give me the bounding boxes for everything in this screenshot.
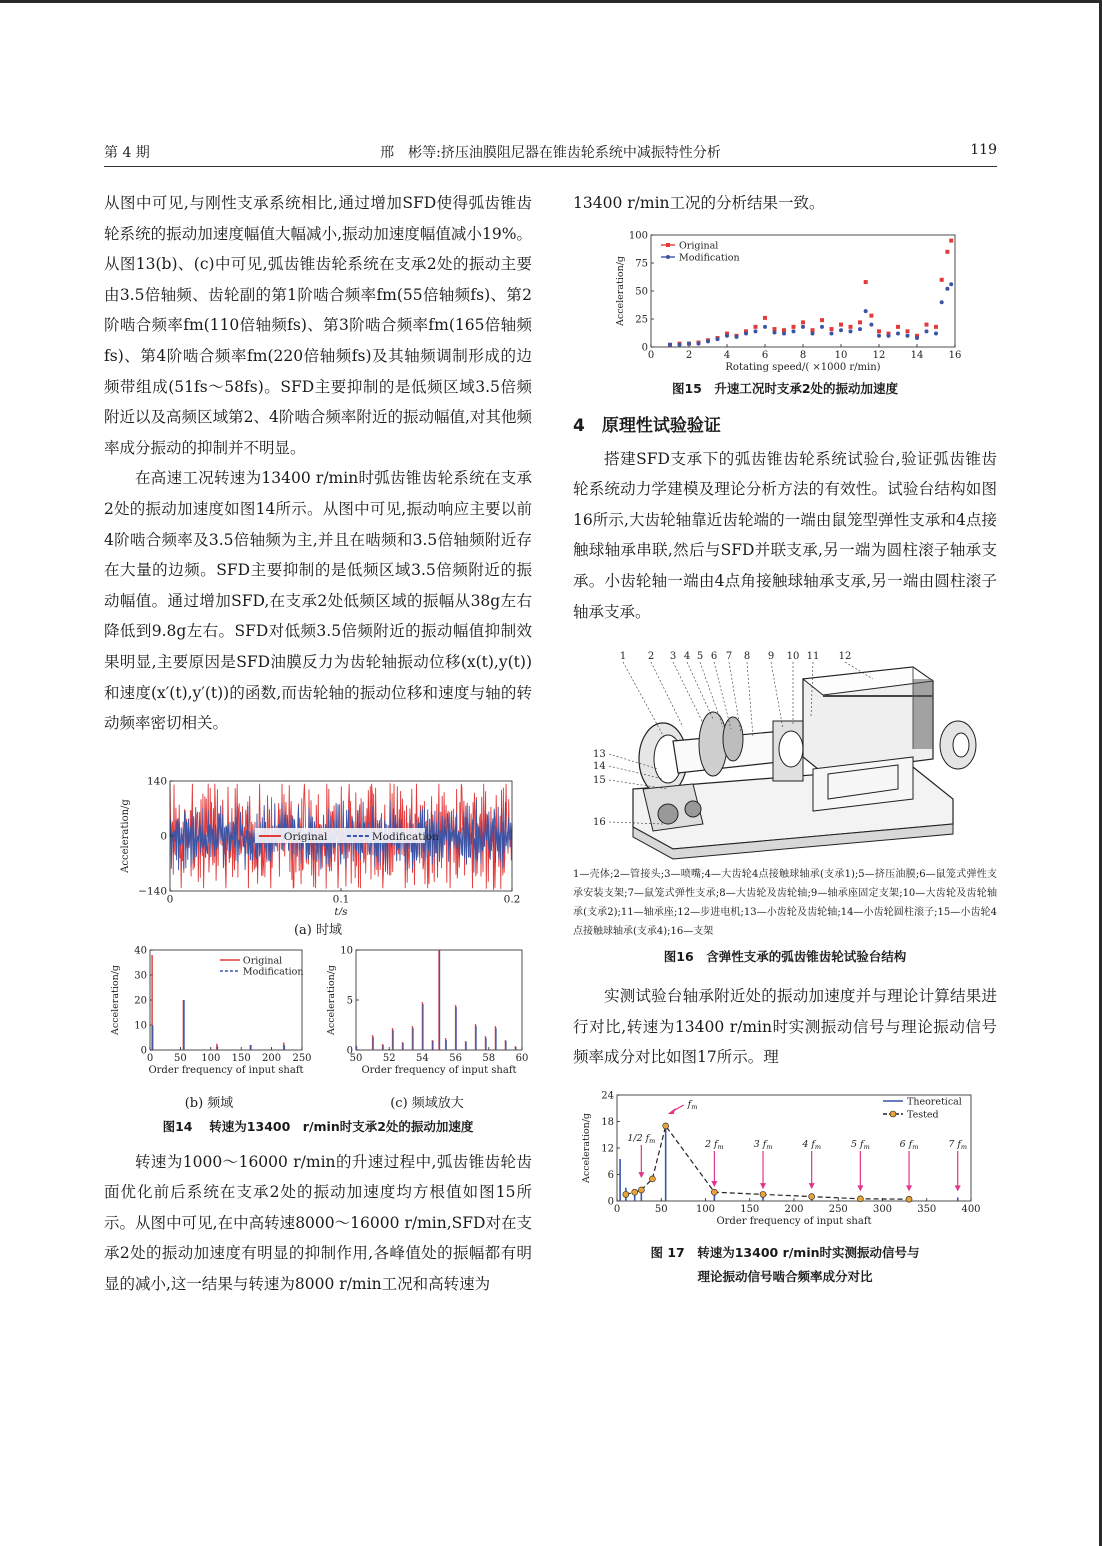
point-modification [754, 329, 758, 333]
x-tick-label: 50 [654, 1203, 668, 1215]
x-tick-label: 14 [910, 349, 924, 361]
callout-label: 3 [669, 651, 677, 663]
x-tick-label: 58 [482, 1052, 496, 1064]
annotation-arrowhead [906, 1185, 912, 1191]
callout-label: 1 [619, 651, 627, 663]
point-modification [697, 341, 701, 345]
fig14b-subcaption: (b) 频域 [184, 1095, 234, 1111]
paragraph: 搭建SFD支承下的弧齿锥齿轮系统试验台,验证弧齿锥齿轮系统动力学建模及理论分析方法的有效性。试验台结构如图16所示,大齿轮轴靠近齿轮端的一端由鼠笼型弹性支承和4点接触球轴承串联,然后与SFD并联支承,另一端为圆柱滚子轴承支承。小齿轮轴一端由4点角接触球轴承支承,另一端由圆柱滚子轴承支承。 [573, 449, 997, 621]
point-original [925, 322, 929, 326]
point-modification [820, 324, 824, 328]
annotation-arrowhead [711, 1181, 717, 1187]
x-tick-label: 250 [292, 1052, 312, 1064]
annotation-label: 6 $f_m$ [899, 1138, 919, 1151]
paragraph: 在高速工况转速为13400 r/min时弧齿锥齿轮系统在支承2处的振动加速度如图14所示。从图中可见,振动响应主要以前4阶啮合频率及3.5倍轴频为主,并且在啮频和3.5倍轴频附近存在大量的边频。SFD主要抑制的是低频区域3.5倍频附近的振动幅值。通过增加SFD,在支承2处低频区域的振幅从38g左右降低到9.8g左右。SFD对低频3.5倍频附近的振动幅值抑制效果明显,主要原因是SFD油膜反力为齿轮轴振动位移(x(t),y(t))和速度(x′(t),y′(t))的函数,而齿轮轴的振动位移和速度与轴的转动频率密切相关。 [104, 469, 532, 733]
annotation-arrowhead [809, 1183, 815, 1189]
x-tick-label: 2 [685, 349, 693, 361]
annotation-label: 2 $f_m$ [704, 1138, 724, 1151]
issue-number: 第 4 期 [104, 145, 150, 161]
y-tick-label: 30 [134, 970, 147, 982]
figure-14b-frequency [104, 946, 314, 1088]
callout-leader [687, 662, 713, 719]
point-modification [725, 333, 729, 337]
point-tested [857, 1196, 863, 1202]
figure-16-legend: 1—壳体;2—管接头;3—喷嘴;4—大齿轮4点接触球轴承(支承1);5—挤压油膜;6—鼠笼式弹性支承安装支架;7—鼠笼式弹性支承;8—大齿轮及齿轮轴;9—轴承座固定支架;10—大齿轮及齿轮轴承(支承2);11—轴承座;12—步进电机;13—小齿轮及齿轮轴;14—小齿轮圆柱滚子;15—小齿轮4点接触球轴承(支承4);16—支架 [573, 869, 997, 938]
x-tick-label: 0.2 [503, 893, 521, 906]
annotation-label: 1/2 $f_m$ [627, 1132, 656, 1145]
page-number: 119 [970, 142, 997, 158]
left-column [104, 188, 532, 1300]
point-modification [945, 286, 949, 290]
point-modification [887, 333, 891, 337]
callout-label: 5 [696, 651, 704, 663]
point-modification [934, 331, 938, 335]
y-tick-label: 100 [628, 230, 648, 242]
header-rule [104, 166, 997, 167]
annotation-subscript: m [814, 1142, 822, 1151]
x-tick-label: 4 [723, 349, 731, 361]
point-modification [915, 336, 919, 340]
y-tick-label: 10 [134, 1020, 147, 1032]
point-tested [760, 1191, 766, 1197]
annotation-arrowhead [760, 1183, 766, 1189]
point-modification [949, 282, 953, 286]
y-tick-label: 12 [601, 1143, 614, 1155]
fig14a-subcaption: (a) 时域 [293, 922, 343, 938]
point-modification [906, 333, 910, 337]
point-modification [830, 331, 834, 335]
section-heading: 4 原理性试验验证 [573, 415, 721, 436]
x-axis-label: Order frequency of input shaft [148, 1064, 304, 1076]
point-modification [925, 329, 929, 333]
figure-17-test-vs-theory [573, 1087, 997, 1239]
y-tick-label: 140 [146, 775, 167, 788]
point-original [763, 315, 767, 319]
point-original [949, 238, 953, 242]
annotation-arrowhead [857, 1185, 863, 1191]
paragraph: 从图中可见,与刚性支承系统相比,通过增加SFD使得弧齿锥齿轮系统的振动加速度幅值大幅减小,振动加速度幅值减小19%。从图13(b)、(c)中可见,弧齿锥齿轮系统在支承2处的振动主要由3.5倍轴频、齿轮副的第1阶啮合频率fm(55倍轴频fs)、第2阶啮合频率fm(110倍轴频fs)、第3阶啮合频率fm(165倍轴频fs)、第4阶啮合频率fm(220倍轴频fs)及其轴频调制形成的边频带组成(51fs～58fs)。SFD主要抑制的是低频区域3.5倍频附近以及高频区域第2、4阶啮合频率附近的振动幅值,对其他频率成分振动的抑制并不明显。 [104, 194, 532, 457]
x-axis-label: t/s [334, 905, 348, 915]
x-tick-label: 250 [828, 1203, 848, 1215]
point-modification [864, 309, 868, 313]
point-original [906, 329, 910, 333]
x-tick-label: 12 [872, 349, 886, 361]
x-tick-label: 16 [948, 349, 962, 361]
x-tick-label: 56 [449, 1052, 462, 1064]
fig14c-subcaption: (c) 频域放大 [390, 1095, 464, 1111]
x-tick-label: 10 [834, 349, 848, 361]
y-tick-label: 20 [134, 995, 147, 1007]
figure-14a-time-domain [104, 769, 532, 915]
point-modification [792, 329, 796, 333]
y-axis-label: Acceleration/g [110, 964, 121, 1035]
figure-14c-frequency-zoom [322, 946, 532, 1088]
point-tested [809, 1194, 815, 1200]
annotation-arrowhead [668, 1108, 676, 1114]
x-axis-label: Order frequency of input shaft [361, 1064, 517, 1076]
paragraph: 实测试验台轴承附近处的振动加速度并与理论计算结果进行对比,转速为13400 r/min时实测振动信号与理论振动信号频率成分对比如图17所示。理 [573, 987, 997, 1067]
callout-label: 13 [593, 749, 606, 761]
point-tested [711, 1189, 717, 1195]
point-modification [940, 300, 944, 304]
legend-label: Modification [242, 966, 304, 978]
annotation-label: $f_m$ [687, 1098, 698, 1111]
point-modification [877, 333, 881, 337]
point-modification [678, 342, 682, 346]
annotation-subscript: m [960, 1142, 968, 1151]
x-tick-label: 300 [872, 1203, 893, 1215]
callout-label: 9 [767, 651, 775, 663]
x-tick-label: 52 [382, 1052, 396, 1064]
x-axis-label: Rotating speed/( ×1000 r/min) [725, 361, 881, 373]
y-tick-label: 0 [346, 1045, 353, 1057]
point-original [940, 277, 944, 281]
y-tick-label: 10 [340, 945, 353, 957]
point-modification [801, 324, 805, 328]
legend-marker [890, 1111, 896, 1117]
x-tick-label: 200 [784, 1203, 804, 1215]
annotation-label: 7 $f_m$ [948, 1138, 968, 1151]
point-original [792, 324, 796, 328]
y-tick-label: 5 [346, 995, 353, 1007]
y-tick-label: 50 [635, 286, 648, 298]
running-title: 邢 彬等:挤压油膜阻尼器在锥齿轮系统中减振特性分析 [380, 145, 721, 161]
point-original [858, 320, 862, 324]
point-modification [782, 331, 786, 335]
y-tick-label: 0 [607, 1196, 614, 1208]
annotation-arrowhead [638, 1172, 644, 1178]
callout-leader [747, 662, 753, 737]
callout-label: 10 [786, 651, 800, 663]
x-tick-label: 6 [761, 349, 769, 361]
point-modification [763, 324, 767, 328]
callout-leader [651, 662, 683, 727]
y-tick-label: 40 [134, 945, 147, 957]
page-top-border [0, 0, 1102, 3]
annotation-subscript: m [766, 1142, 773, 1151]
x-tick-label: 100 [695, 1203, 716, 1215]
x-tick-label: 350 [917, 1203, 937, 1215]
legend-label: Original [283, 830, 328, 843]
point-modification [869, 322, 873, 326]
callout-label: 7 [725, 651, 733, 663]
point-modification [687, 341, 691, 345]
callout-leader [673, 662, 703, 723]
x-tick-label: 54 [416, 1052, 429, 1064]
point-original [801, 320, 805, 324]
point-modification [773, 330, 777, 334]
x-tick-label: 150 [231, 1052, 251, 1064]
annotation-arrowhead [955, 1185, 961, 1191]
y-tick-label: 18 [601, 1116, 614, 1128]
point-tested [632, 1189, 638, 1195]
point-modification [811, 331, 815, 335]
figure-15-run-up [573, 225, 997, 375]
annotation-label: 4 $f_m$ [802, 1138, 822, 1151]
point-tested [663, 1123, 669, 1129]
point-original [839, 322, 843, 326]
annotation-label: 5 $f_m$ [850, 1138, 870, 1151]
point-original [820, 318, 824, 322]
figure-15-caption: 图15 升速工况时支承2处的振动加速度 [671, 380, 899, 396]
legend-label: Theoretical [907, 1096, 962, 1108]
point-original [830, 327, 834, 331]
point-tested [906, 1196, 912, 1202]
callout-leader [771, 662, 783, 729]
x-tick-label: 0 [613, 1203, 621, 1215]
y-tick-label: 0 [160, 830, 167, 843]
y-tick-label: 24 [601, 1090, 614, 1102]
y-tick-label: 0 [140, 1045, 147, 1057]
point-original [849, 324, 853, 328]
y-axis-label: Acceleration/g [615, 255, 626, 326]
series-line-tested [626, 1126, 909, 1199]
figure-14-caption: 图14 转速为13400 r/min时支承2处的振动加速度 [162, 1118, 474, 1134]
x-tick-label: 150 [740, 1203, 760, 1215]
paragraph: 转速为1000～16000 r/min的升速过程中,弧齿锥齿轮齿面优化前后系统在支承2处的振动加速度均方根值如图15所示。从图中可见,在中高转速8000～16000 r/min,SFD对在支承2处的振动加速度有明显的抑制作用,各峰值处的振幅都有明显的减小,这一结果与转速为8000 r/min工况和高转速为 [104, 1152, 532, 1294]
point-original [864, 280, 868, 284]
figure-16-caption: 图16 含弹性支承的弧齿锥齿轮试验台结构 [663, 949, 907, 965]
y-tick-label: 25 [635, 314, 648, 326]
x-tick-label: 0 [146, 1052, 154, 1064]
x-axis-label: Order frequency of input shaft [716, 1215, 872, 1227]
callout-label: 15 [593, 775, 606, 787]
figure-16-test-rig-drawing [573, 649, 997, 861]
x-tick-label: 400 [961, 1203, 981, 1215]
point-tested [638, 1187, 644, 1193]
annotation-subscript: m [649, 1136, 656, 1145]
legend-label: Original [242, 955, 283, 967]
point-original [869, 313, 873, 317]
point-modification [744, 331, 748, 335]
point-original [754, 324, 758, 328]
annotation-label: 3 $f_m$ [753, 1138, 773, 1151]
point-modification [896, 331, 900, 335]
x-tick-label: 100 [201, 1052, 221, 1064]
point-modification [849, 329, 853, 333]
y-axis-label: Acceleration/g [326, 964, 337, 1035]
legend-marker [666, 243, 670, 247]
point-modification [706, 339, 710, 343]
x-tick-label: 0 [166, 893, 174, 906]
point-modification [839, 328, 843, 332]
callout-label: 16 [593, 817, 606, 829]
y-tick-label: −140 [138, 885, 167, 898]
x-tick-label: 50 [174, 1052, 187, 1064]
callout-label: 2 [647, 651, 655, 663]
annotation-subscript: m [912, 1142, 919, 1151]
figure-17-caption-line2: 理论振动信号啮合频率成分对比 [697, 1268, 873, 1284]
point-original [934, 324, 938, 328]
x-tick-label: 200 [262, 1052, 282, 1064]
annotation-subscript: m [863, 1142, 870, 1151]
x-tick-label: 50 [349, 1052, 363, 1064]
callout-label: 12 [838, 651, 852, 663]
point-original [945, 249, 949, 253]
y-axis-label: Acceleration/g [581, 1112, 592, 1183]
point-tested [649, 1176, 655, 1182]
point-tested [623, 1191, 629, 1197]
point-original [896, 324, 900, 328]
callout-label: 14 [593, 761, 606, 773]
y-axis-label: Acceleration/g [120, 798, 131, 873]
callout-label: 8 [743, 651, 751, 663]
x-tick-label: 0 [647, 349, 655, 361]
legend-marker [666, 255, 670, 259]
point-original [877, 329, 881, 333]
callout-label: 6 [710, 651, 718, 663]
x-tick-label: 8 [799, 349, 807, 361]
legend-label: Modification [679, 252, 740, 264]
x-tick-label: 60 [515, 1052, 529, 1064]
point-modification [668, 342, 672, 346]
point-modification [858, 327, 862, 331]
figure-17-caption-line1: 图 17 转速为13400 r/min时实测振动信号与 [650, 1244, 920, 1260]
paragraph: 13400 r/min工况的分析结果一致。 [573, 194, 825, 212]
y-tick-label: 75 [635, 258, 648, 270]
point-modification [735, 335, 739, 339]
x-tick-label: 0.1 [332, 893, 350, 906]
legend-label: Tested [907, 1109, 939, 1121]
y-tick-label: 6 [607, 1169, 614, 1181]
legend-label: Modification [371, 830, 439, 843]
running-header [104, 142, 997, 168]
callout-label: 4 [683, 651, 691, 663]
point-modification [716, 337, 720, 341]
right-column [573, 188, 997, 1285]
annotation-subscript: m [717, 1142, 724, 1151]
callout-label: 11 [806, 651, 820, 663]
legend-label: Original [679, 240, 719, 252]
annotation-subscript: m [691, 1102, 698, 1111]
y-tick-label: 0 [641, 342, 648, 354]
